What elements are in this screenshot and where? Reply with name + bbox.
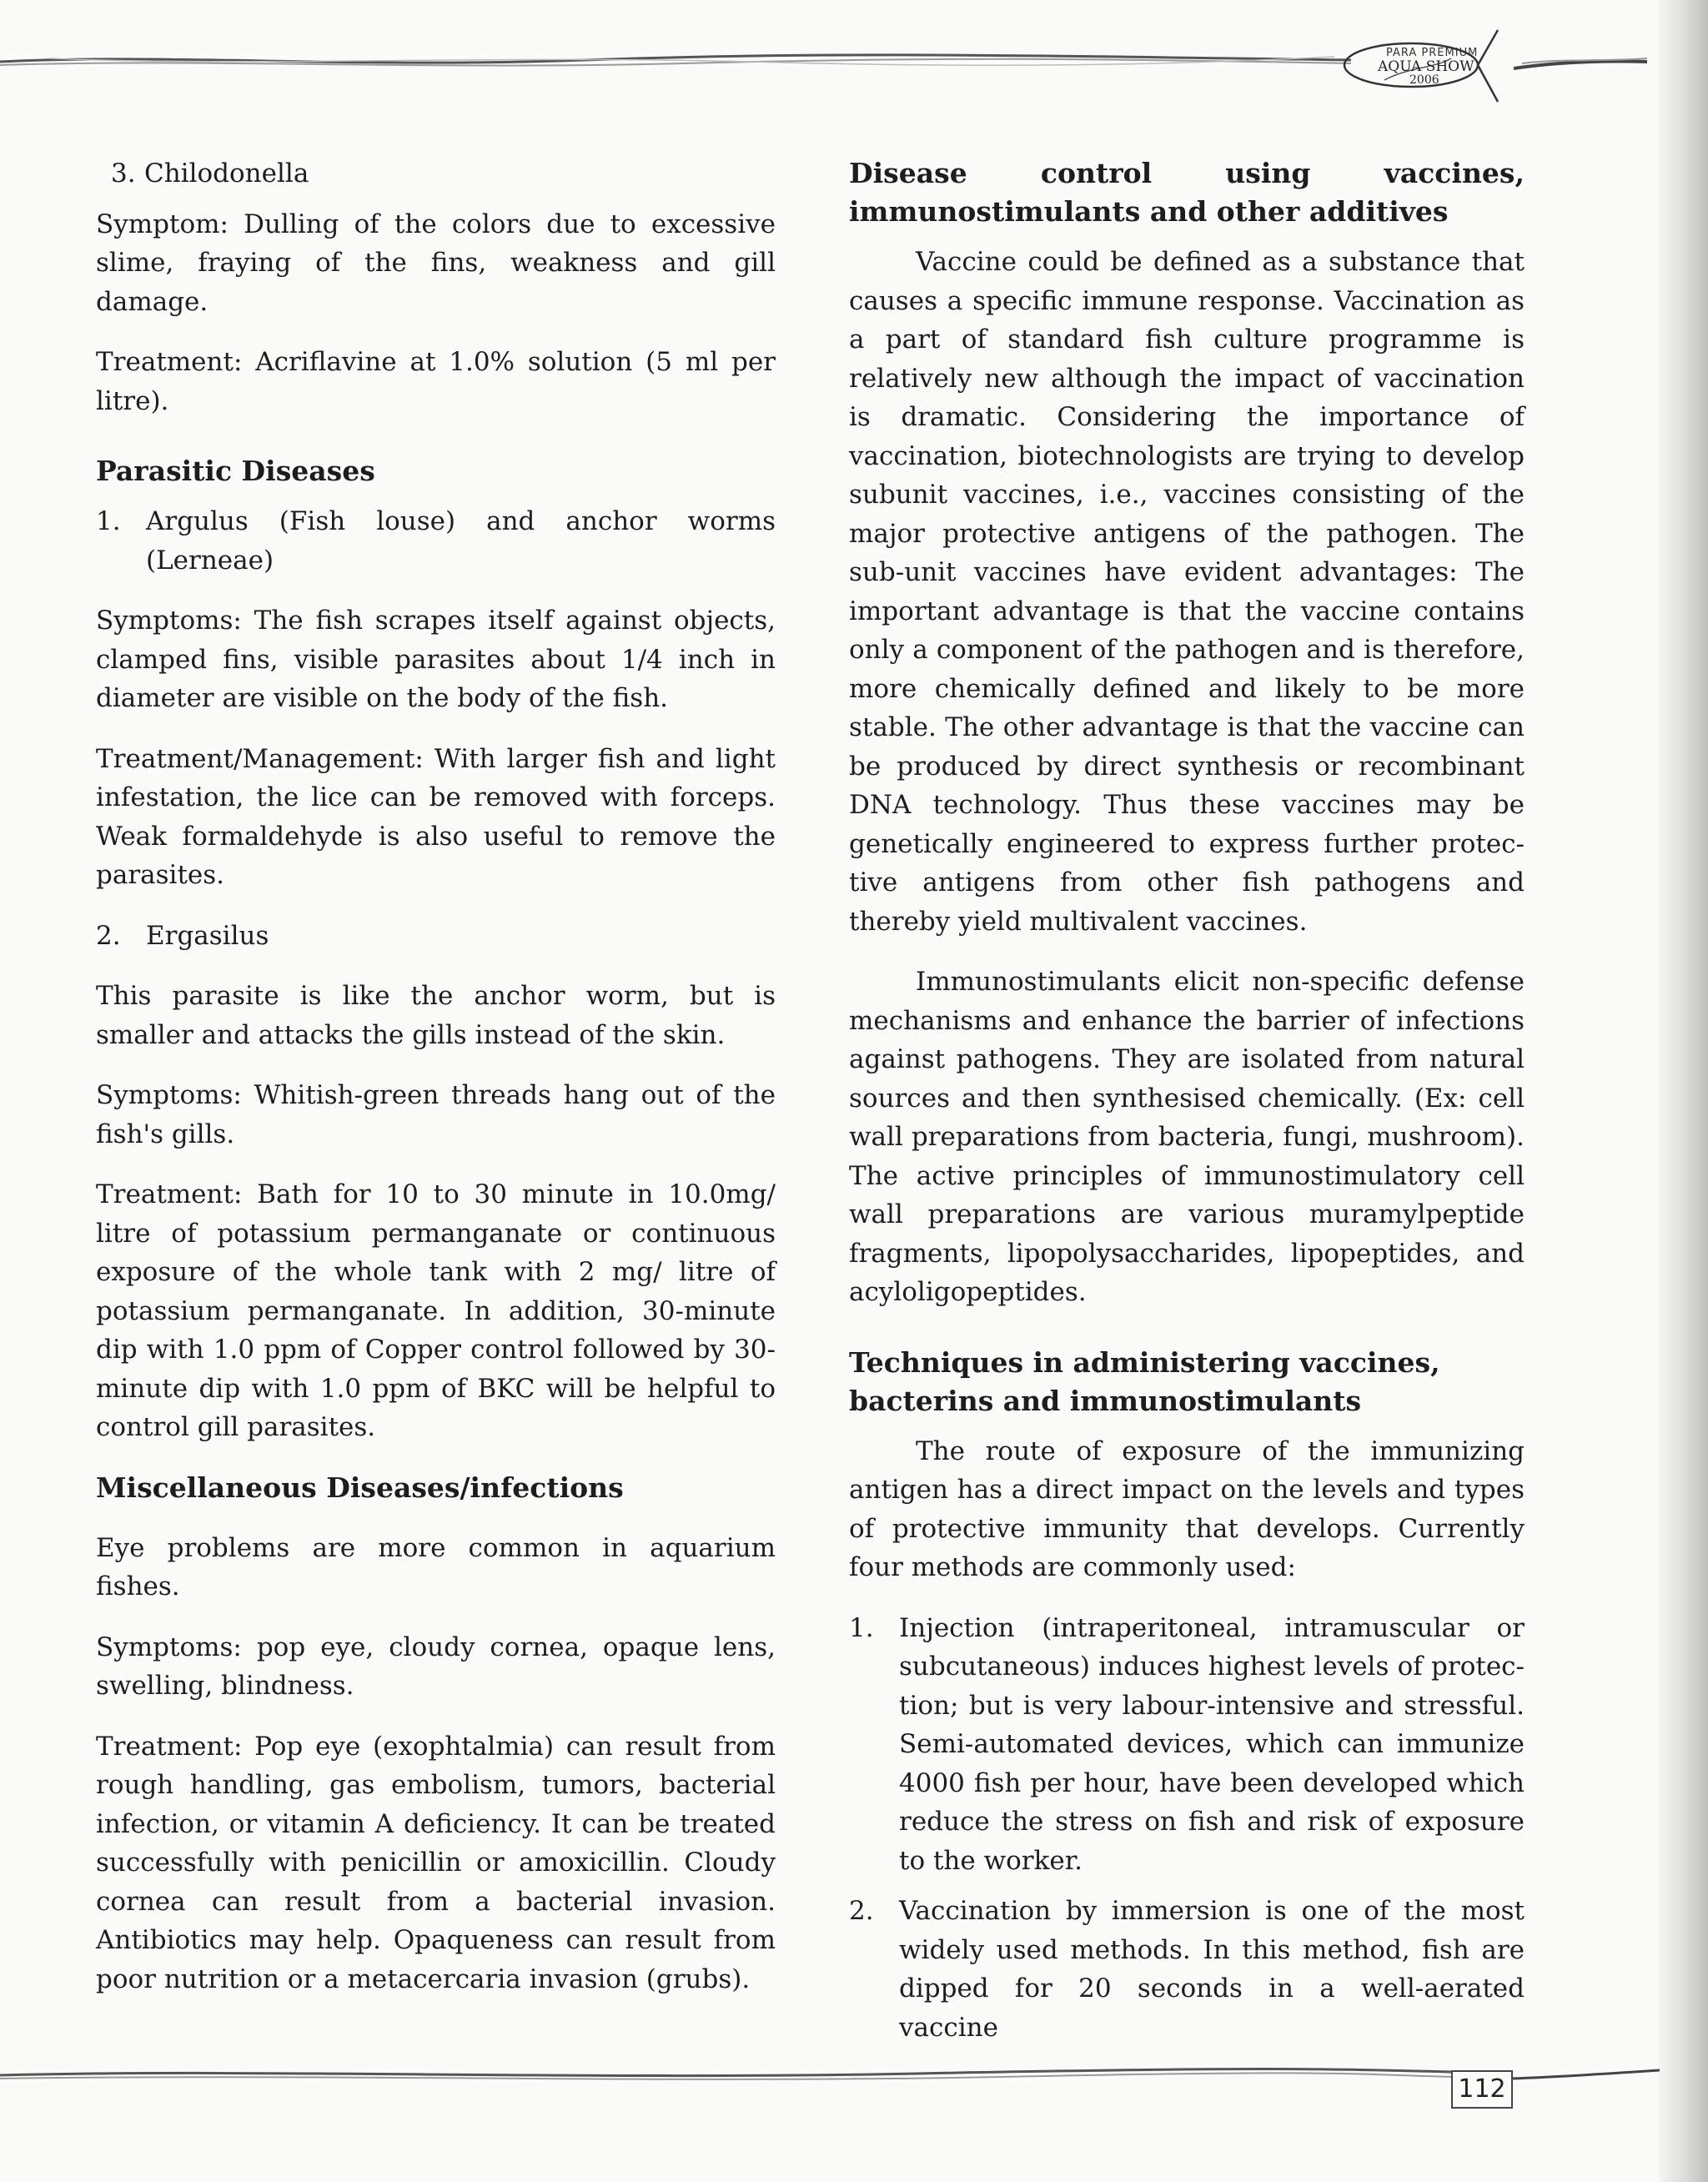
immunostimulants-paragraph: Immunostimulants elicit non-specific defense mechanisms and enhance the barrier of infections against pathogens. They are isolated from natural sources and then synthesised chemically. (Ex: cell wall preparations from bacteria, fungi, mushroom). The active principles of immunostimulatory cell wall preparations are various muramylpeptide fragments, lipopolysaccharides, lipopeptides, and acyloligopeptides. bbox=[849, 967, 1525, 1307]
logo-title: AQUA SHOW bbox=[1378, 58, 1474, 75]
argulus-item bbox=[96, 502, 776, 580]
ergasilus-item bbox=[96, 917, 776, 956]
left-column bbox=[96, 154, 776, 1998]
ergasilus-treatment: Treatment: Bath for 10 to 30 minute in 10.0mg/ litre of potassium permanganate or continuous exposure of the whole tank with 2 mg/ litre of potassium permanganate. In addition, 30-minute dip with 1.0 ppm of Copper control followed by 30-minute dip with 1.0 ppm of BKC will be helpful to control gill parasites. bbox=[96, 1179, 776, 1442]
right-column bbox=[849, 154, 1525, 2047]
header-rule bbox=[0, 50, 1351, 72]
misc-treatment: Treatment: Pop eye (exophtalmia) can result from rough handling, gas embolism, tumors, bacterial infection, or vitamin A deficiency. It can be treated successfully with penicillin or amoxicillin. Cloudy cornea can result from a bacterial invasion. Antibiotics may help. Opaqueness can result from poor nutrition or a metacercaria invasion (grubs). bbox=[96, 1731, 776, 1994]
logo-year: 2006 bbox=[1409, 73, 1439, 87]
chilodonella-symptom: Symptom: Dulling of the colors due to excessive slime, fraying of the fins, weakness and gill damage. bbox=[96, 209, 776, 317]
ergasilus-description: This parasite is like the anchor worm, but is smaller and attacks the gills instead of the skin. bbox=[96, 981, 776, 1050]
argulus-title: Argulus (Fish louse) and anchor worms (Lerneae) bbox=[146, 506, 776, 576]
argulus-number: 1. bbox=[96, 506, 121, 536]
immersion-item bbox=[849, 1892, 1525, 2047]
page-edge-shadow bbox=[1658, 0, 1708, 2182]
argulus-symptoms: Symptoms: The fish scrapes itself against objects, clamped fins, visible parasites about 1/4 inch in diameter are visible on the body of the fish. bbox=[96, 606, 776, 713]
immersion-number: 2. bbox=[849, 1896, 874, 1926]
footer-rule bbox=[0, 2062, 1660, 2090]
injection-text: Injection (intraperitoneal, intramuscular or subcutaneous) induces highest levels of protec-tion; but is very labour-intensive and stressful. Semi-automated devices, which can immunize 4000 fish per hour, have been developed which reduce the stress on fish and risk of exposure to the worker. bbox=[899, 1612, 1525, 1876]
page-number: 112 bbox=[1451, 2070, 1513, 2109]
techniques-heading: Techniques in administering vaccines, bacterins and immunostimulants bbox=[849, 1345, 1440, 1417]
misc-symptoms: Symptoms: pop eye, cloudy cornea, opaque lens, swelling, blindness. bbox=[96, 1631, 776, 1701]
immersion-text: Vaccination by immersion is one of the most widely used methods. In this method, fish are dipped for 20 seconds in a well-aerated vaccine bbox=[899, 1896, 1525, 2043]
ergasilus-number: 2. bbox=[96, 920, 121, 951]
injection-item bbox=[849, 1609, 1525, 1881]
injection-number: 1. bbox=[849, 1612, 874, 1643]
logo-caption: PARA PREMIUM bbox=[1386, 47, 1479, 59]
chilodonella-number: 3. bbox=[111, 158, 136, 189]
misc-intro: Eye problems are more common in aquarium fishes. bbox=[96, 1532, 776, 1601]
argulus-treatment: Treatment/Management: With larger fish and light infestation, the lice can be removed with forceps. Weak formaldehyde is also useful to remove the parasites. bbox=[96, 743, 776, 890]
header-rule-right bbox=[1514, 55, 1647, 75]
techniques-paragraph: The route of exposure of the immunizing antigen has a direct impact on the levels and types of protective immunity that develops. Currently four methods are commonly used: bbox=[849, 1435, 1525, 1582]
ergasilus-symptoms: Symptoms: Whitish-green threads hang out of the fish's gills. bbox=[96, 1080, 776, 1149]
chilodonella-treatment: Treatment: Acriflavine at 1.0% solution (5 ml per litre). bbox=[96, 347, 776, 416]
chilodonella-item bbox=[96, 154, 776, 194]
vaccine-paragraph: Vaccine could be defined as a substance that causes a specific immune response. Vaccination as a part of standard fish culture programme is relatively new although the impact of vaccination is dramatic. Considering the importance of vaccination, biotechnologists are trying to develop subunit vaccines, i.e., vaccines consisting of the major protective antigens of the pathogen. The sub-unit vaccines have evident advantages: The important advantage is that the vaccine contains only a component of the pathogen and is therefore, more chemically defined and likely to be more stable. The other advantage is that the vaccine can be produced by direct synthesis or recombinant DNA technology. Thus these vaccines may be genetically engineered to express further protec-tive antigens from other fish pathogens and thereby yield multivalent vaccines. bbox=[849, 247, 1525, 937]
vaccine-heading: Disease control using vaccines, immunostimulants and other additives bbox=[849, 157, 1525, 228]
misc-diseases-heading: Miscellaneous Diseases/infections bbox=[96, 1471, 624, 1504]
parasitic-diseases-heading: Parasitic Diseases bbox=[96, 455, 375, 487]
ergasilus-title: Ergasilus bbox=[146, 920, 269, 951]
chilodonella-title: Chilodonella bbox=[144, 158, 309, 189]
